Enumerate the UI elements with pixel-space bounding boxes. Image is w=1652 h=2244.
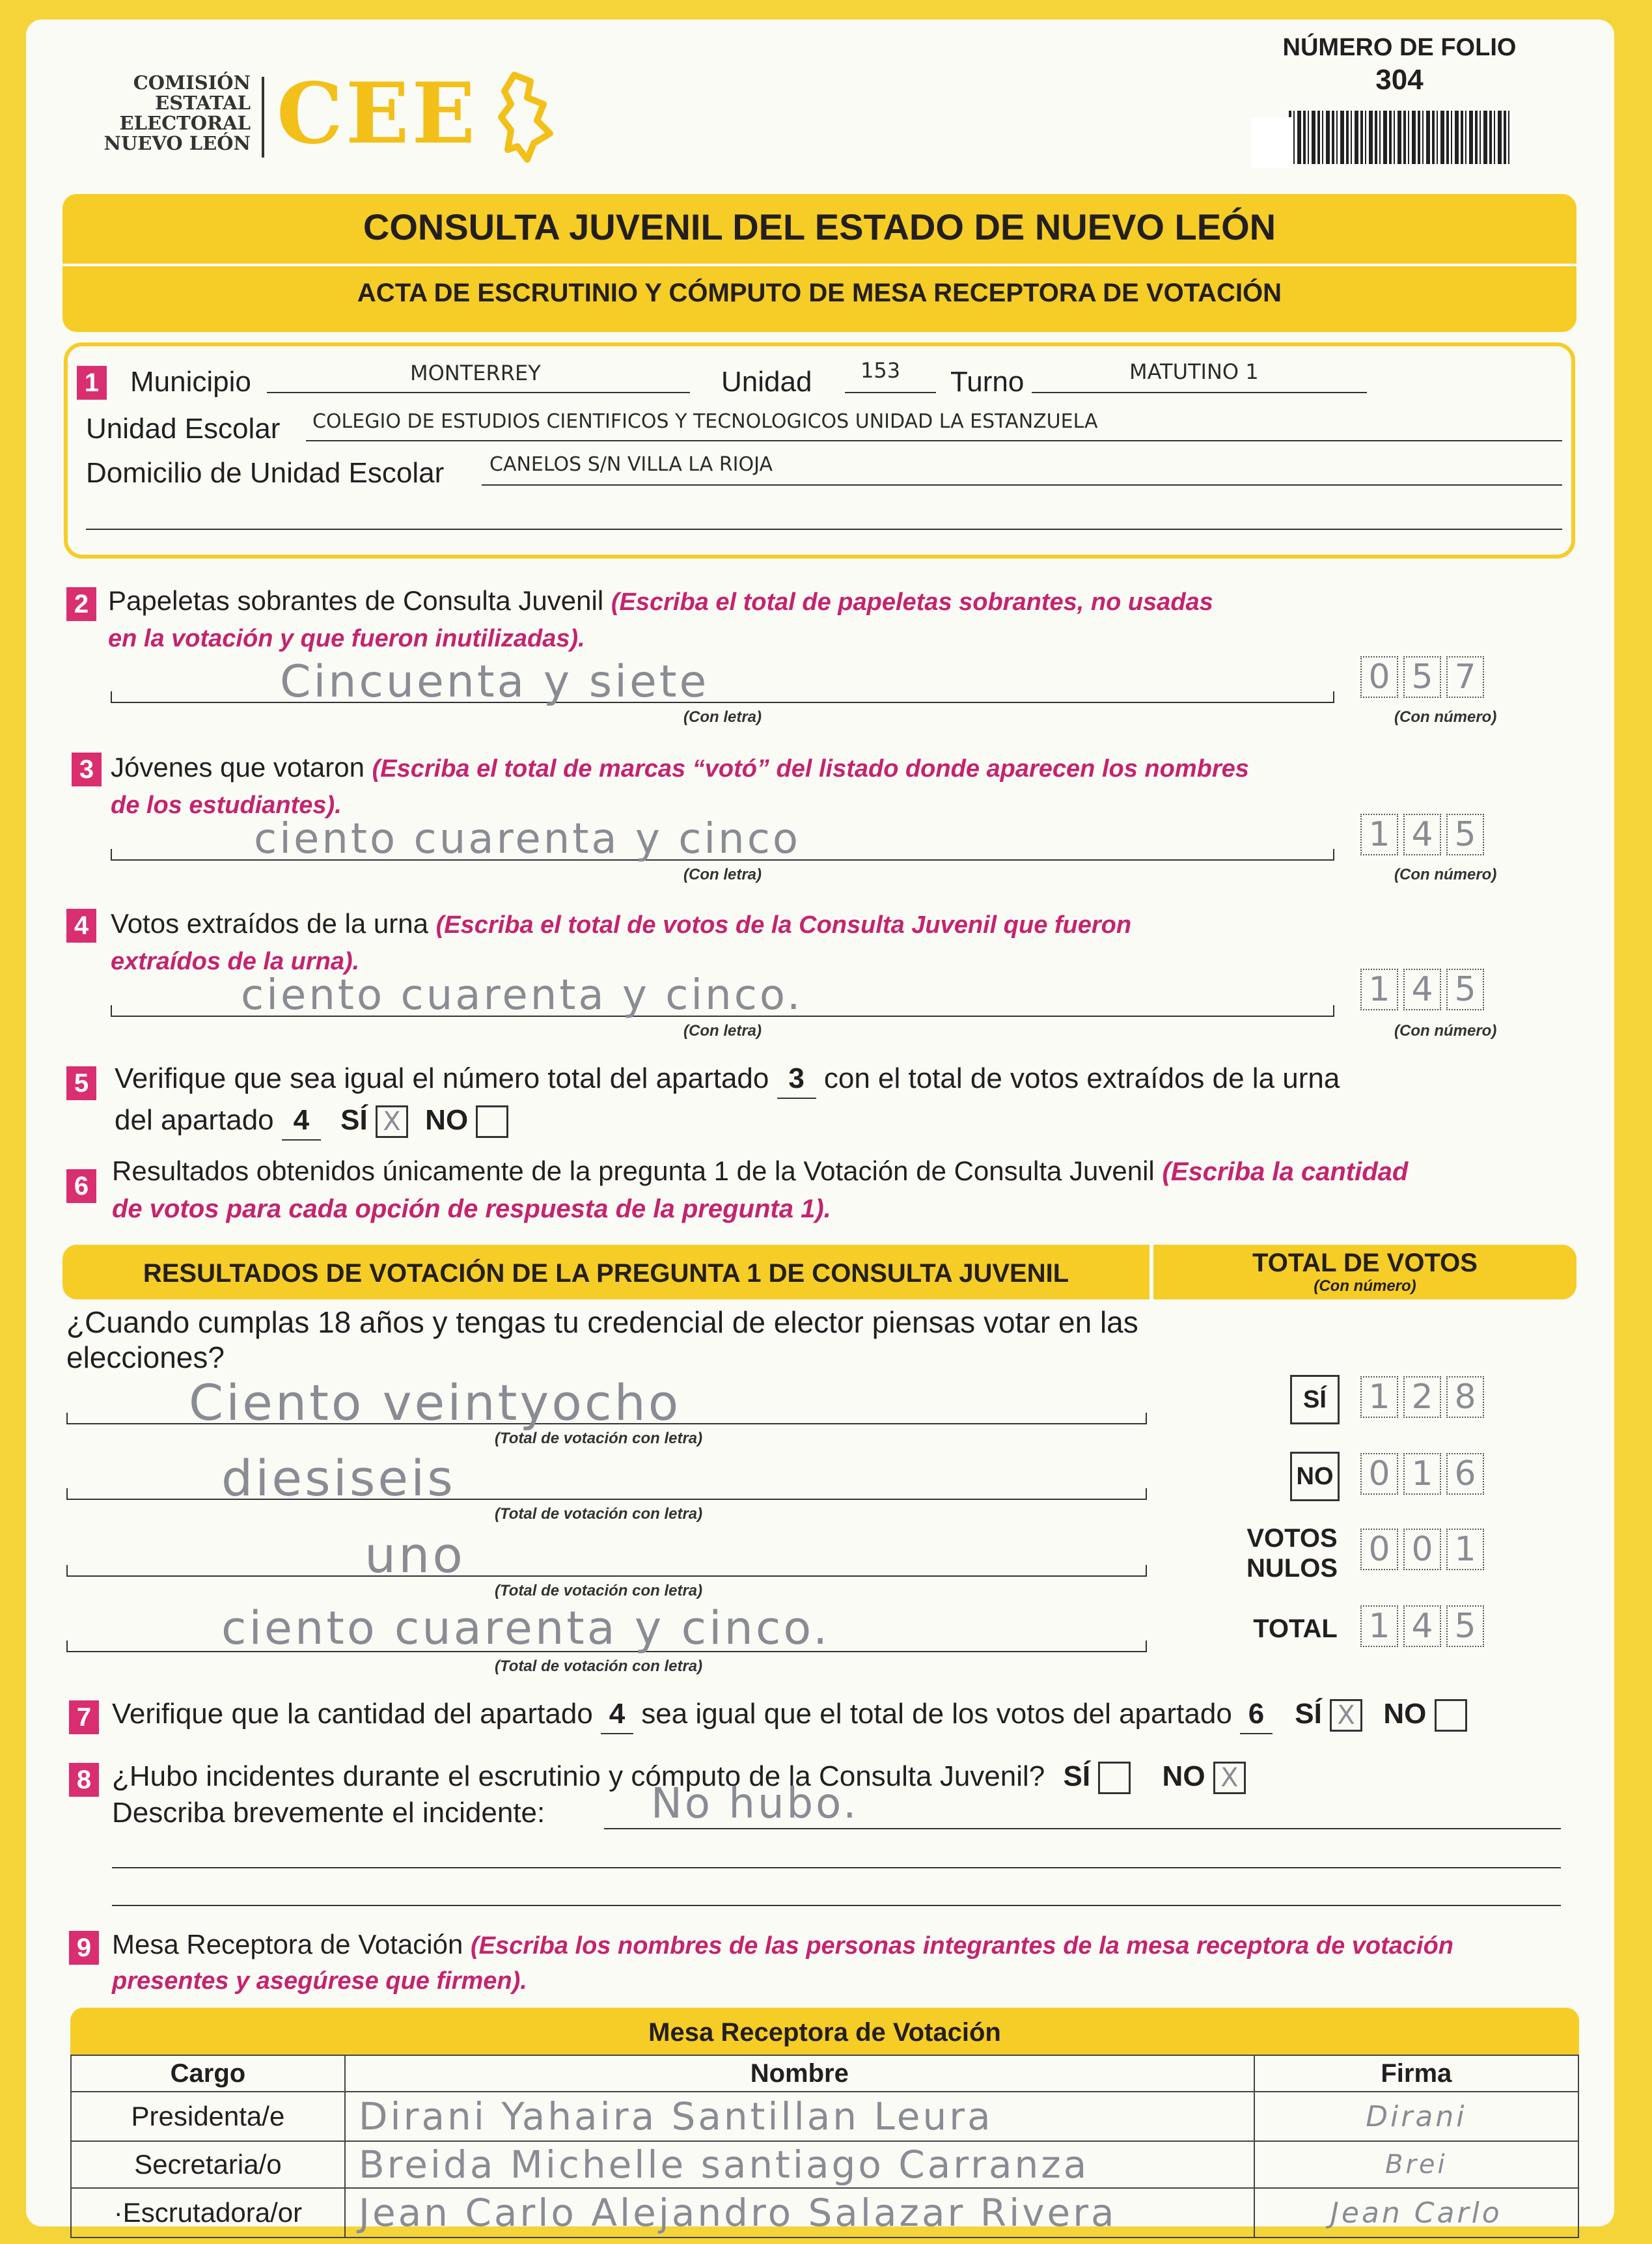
column-header: Firma (1254, 2055, 1578, 2092)
total-votos-title: TOTAL DE VOTOS (1252, 1249, 1478, 1277)
turno-label: Turno (950, 366, 1025, 398)
table-header-row (71, 2055, 1578, 2092)
unidad-value: 153 (860, 358, 901, 383)
org-line: COMISIÓN (133, 72, 251, 94)
total-votos-sub: (Con número) (1314, 1277, 1416, 1295)
line-tick (66, 1641, 68, 1652)
table-row (71, 2188, 1578, 2237)
section-label: sea igual que el total de los votos del apartado (641, 1698, 1232, 1730)
unidad-escolar-value: COLEGIO DE ESTUDIOS CIENTIFICOS Y TECNOLOGICOS UNIDAD LA ESTANZUELA (312, 410, 1098, 433)
municipio-value: MONTERREY (410, 361, 541, 385)
turno-line (1032, 392, 1367, 393)
line-tick (1333, 691, 1334, 703)
section-number: 9 (69, 1931, 99, 1965)
nulos-label: NULOS (1246, 1554, 1338, 1583)
no-option-label: NO (1290, 1452, 1340, 1501)
section-label: Mesa Receptora de Votación (112, 1929, 463, 1960)
line-tick (1146, 1565, 1147, 1577)
number-boxes (1360, 1453, 1489, 1495)
instruction: de los estudiantes). (111, 792, 342, 819)
number-boxes (1360, 1376, 1489, 1418)
con-letra-note: (Con letra) (683, 1022, 762, 1040)
section-number: 5 (66, 1066, 96, 1100)
org-name (62, 73, 251, 154)
votos-label: VOTOS (1246, 1524, 1338, 1553)
instruction: (Escriba el total de votos de la Consulta Juvenil que fueron (435, 911, 1132, 939)
digit-box: 8 (1446, 1376, 1484, 1418)
digit-box: 0 (1403, 1529, 1441, 1570)
instruction: presentes y asegúrese que firmen). (112, 1967, 527, 1995)
line-note: (Total de votación con letra) (495, 1505, 703, 1523)
si-label: SÍ (1295, 1698, 1322, 1730)
table-row (71, 2141, 1578, 2188)
section-label: con el total de votos extraídos de la urna (823, 1062, 1340, 1094)
describe-line (112, 1867, 1561, 1868)
cargo-cell: ·Escrutadora/or (71, 2188, 345, 2237)
nombre-cell: Breida Michelle santiago Carranza (345, 2141, 1254, 2188)
total-label: TOTAL (1253, 1614, 1338, 1643)
table-row (71, 2092, 1578, 2141)
section-4-text (111, 905, 1131, 944)
section-label: Papeletas sobrantes de Consulta Juvenil (108, 585, 604, 616)
handwritten-text: ciento cuarenta y cinco (254, 815, 801, 863)
line-tick (111, 1005, 112, 1017)
section-label: Resultados obtenidos únicamente de la pregunta 1 de la Votación de Consulta Juvenil (112, 1156, 1155, 1186)
page-subtitle: ACTA DE ESCRUTINIO Y CÓMPUTO DE MESA RECEPTORA DE VOTACIÓN (357, 279, 1282, 307)
digit-box: 4 (1403, 969, 1441, 1010)
digit-box: 5 (1446, 814, 1484, 855)
digit-box: 1 (1360, 814, 1398, 855)
digit-box: 6 (1446, 1453, 1484, 1495)
con-numero-note: (Con número) (1394, 1022, 1497, 1040)
section-number: 8 (69, 1763, 99, 1797)
handwritten-text: diesiseis (221, 1449, 456, 1507)
si-label: SÍ (1063, 1760, 1091, 1792)
section-label: Votos extraídos de la urna (111, 908, 428, 939)
instruction: (Escriba el total de marcas “votó” del listado donde aparecen los nombres (372, 755, 1249, 783)
line-note: (Total de votación con letra) (495, 1657, 703, 1675)
org-line: ELECTORAL (119, 112, 251, 134)
mesa-table (70, 2055, 1579, 2238)
barcode-blank (1251, 117, 1291, 168)
ref-apartado: 4 (282, 1101, 321, 1141)
instruction: extraídos de la urna). (111, 948, 360, 975)
cargo-cell: Secretaria/o (71, 2141, 345, 2188)
section-label: Verifique que la cantidad del apartado (112, 1698, 593, 1730)
section-number: 7 (69, 1700, 99, 1734)
digit-box: 0 (1360, 656, 1398, 698)
digit-box: 5 (1403, 656, 1441, 698)
firma-cell: Brei (1254, 2141, 1578, 2188)
ref-apartado: 6 (1240, 1695, 1273, 1734)
describe-line (604, 1828, 1561, 1829)
unidad-escolar-line (306, 440, 1562, 441)
section-7-text (112, 1695, 1467, 1734)
no-label: NO (1383, 1698, 1427, 1730)
si-option-label: SÍ (1290, 1375, 1340, 1424)
org-line: NUEVO LEÓN (103, 132, 251, 154)
line-tick (1333, 1005, 1334, 1017)
line-note: (Total de votación con letra) (495, 1582, 703, 1600)
firma-cell: Dirani (1254, 2092, 1578, 2141)
line-tick (1146, 1413, 1147, 1424)
domicilio-label: Domicilio de Unidad Escolar (86, 457, 445, 489)
unidad-escolar-label: Unidad Escolar (86, 413, 281, 445)
line-tick (1146, 1488, 1147, 1500)
digit-box: 1 (1360, 969, 1398, 1010)
digit-box: 5 (1446, 969, 1484, 1010)
number-boxes (1360, 656, 1489, 698)
digit-box: 2 (1403, 1376, 1441, 1418)
number-boxes (1360, 814, 1489, 855)
barcode (1289, 111, 1511, 164)
result-line (66, 1575, 1147, 1577)
line-tick (66, 1488, 68, 1500)
digit-box: 1 (1360, 1605, 1398, 1647)
section-9-text (112, 1926, 1453, 1965)
municipio-label: Municipio (130, 366, 251, 398)
ref-apartado: 4 (601, 1695, 633, 1734)
ref-apartado: 3 (777, 1060, 816, 1099)
votos-nulos-label (1243, 1523, 1341, 1583)
digit-box: 4 (1403, 814, 1441, 855)
firma-cell: Jean Carlo (1254, 2188, 1578, 2237)
line-note: (Total de votación con letra) (495, 1430, 703, 1447)
con-numero-note: (Con número) (1394, 866, 1497, 883)
digit-box: 1 (1403, 1453, 1441, 1495)
no-checkbox[interactable] (1435, 1699, 1467, 1732)
digit-box: 0 (1360, 1453, 1398, 1495)
cargo-cell: Presidenta/e (71, 2092, 345, 2141)
si-checkbox[interactable]: X (376, 1105, 408, 1138)
unidad-label: Unidad (721, 366, 812, 398)
si-checkbox[interactable]: X (1330, 1699, 1362, 1732)
section-number: 4 (66, 909, 96, 943)
line-tick (1333, 849, 1334, 861)
handwritten-text: ciento cuarenta y cinco. (241, 971, 803, 1019)
describe-line (112, 1905, 1561, 1906)
section-number: 1 (77, 366, 107, 400)
question-text: ¿Cuando cumplas 18 años y tengas tu credencial de elector piensas votar en las elecciones? (66, 1305, 1138, 1374)
section-5-line1 (115, 1060, 1340, 1099)
line-tick (66, 1413, 68, 1424)
domicilio-line (482, 484, 1562, 486)
section-3-text (111, 749, 1249, 788)
section-label: ¿Hubo incidentes durante el escrutinio y cómputo de la Consulta Juvenil? (112, 1760, 1045, 1792)
handwritten-text: uno (365, 1526, 465, 1584)
turno-value: MATUTINO 1 (1129, 359, 1259, 384)
org-line: ESTATAL (155, 92, 251, 114)
section-2-text (108, 582, 1213, 621)
state-map-icon (491, 72, 557, 163)
no-label: NO (1162, 1760, 1205, 1792)
line-tick (1146, 1641, 1147, 1652)
section-number: 2 (66, 587, 96, 621)
instruction: (Escriba la cantidad (1162, 1157, 1409, 1186)
unidad-line (845, 392, 936, 393)
extra-line (86, 529, 1562, 530)
column-header: Cargo (71, 2055, 345, 2092)
handwritten-text: ciento cuarenta y cinco. (221, 1601, 831, 1655)
folio-number: 304 (1375, 64, 1424, 96)
digit-box: 4 (1403, 1605, 1441, 1647)
digit-box: 0 (1360, 1529, 1398, 1570)
logo-divider (262, 77, 264, 158)
no-checkbox[interactable] (476, 1105, 508, 1138)
section-1-box (64, 342, 1575, 559)
number-boxes (1360, 1605, 1489, 1647)
handwritten-text: No hubo. (651, 1780, 859, 1828)
con-letra-note: (Con letra) (683, 866, 762, 883)
si-checkbox[interactable] (1098, 1762, 1131, 1794)
digit-box: 1 (1360, 1376, 1398, 1418)
section-number: 6 (66, 1169, 96, 1203)
section-number: 3 (72, 753, 102, 786)
title-divider (62, 264, 1576, 266)
con-letra-note: (Con letra) (683, 708, 762, 726)
describe-label: Describa brevemente el incidente: (112, 1797, 545, 1829)
instruction: en la votación y que fueron inutilizadas). (108, 625, 585, 652)
no-label: NO (425, 1104, 469, 1136)
section-label: del apartado (115, 1104, 274, 1136)
section-label: Jóvenes que votaron (111, 752, 365, 783)
instruction: (Escriba los nombres de las personas integrantes de la mesa receptora de votación (471, 1932, 1454, 1960)
nombre-cell: Jean Carlo Alejandro Salazar Rivera (345, 2188, 1254, 2237)
line-tick (111, 691, 112, 703)
page-title: CONSULTA JUVENIL DEL ESTADO DE NUEVO LEÓN (363, 206, 1276, 247)
number-boxes (1360, 969, 1489, 1010)
cee-logo: CEE (277, 65, 478, 163)
digit-box: 5 (1446, 1605, 1484, 1647)
con-numero-note: (Con número) (1394, 708, 1497, 726)
section-5-line2 (115, 1101, 508, 1141)
domicilio-value: CANELOS S/N VILLA LA RIOJA (489, 453, 773, 476)
handwritten-text: Ciento veintyocho (189, 1374, 681, 1432)
line-tick (111, 849, 112, 861)
digit-box: 1 (1446, 1529, 1484, 1570)
no-checkbox[interactable]: X (1213, 1762, 1246, 1794)
number-boxes (1360, 1529, 1489, 1570)
form-page (26, 20, 1614, 2235)
municipio-line (267, 392, 690, 393)
handwritten-text: Cincuenta y siete (280, 656, 709, 708)
section-label: Verifique que sea igual el número total del apartado (115, 1062, 769, 1094)
mesa-title: Mesa Receptora de Votación (648, 2018, 1001, 2047)
instruction: (Escriba el total de papeletas sobrantes, no usadas (611, 589, 1213, 616)
si-label: SÍ (340, 1104, 368, 1136)
digit-box: 7 (1446, 656, 1484, 698)
results-title: RESULTADOS DE VOTACIÓN DE LA PREGUNTA 1 DE CONSULTA JUVENIL (143, 1259, 1069, 1288)
folio-label: NÚMERO DE FOLIO (1282, 34, 1517, 61)
line-tick (66, 1565, 68, 1577)
column-header: Nombre (345, 2055, 1254, 2092)
nombre-cell: Dirani Yahaira Santillan Leura (345, 2092, 1254, 2141)
instruction: de votos para cada opción de respuesta de la pregunta 1). (112, 1195, 831, 1223)
section-6-text (112, 1152, 1408, 1191)
